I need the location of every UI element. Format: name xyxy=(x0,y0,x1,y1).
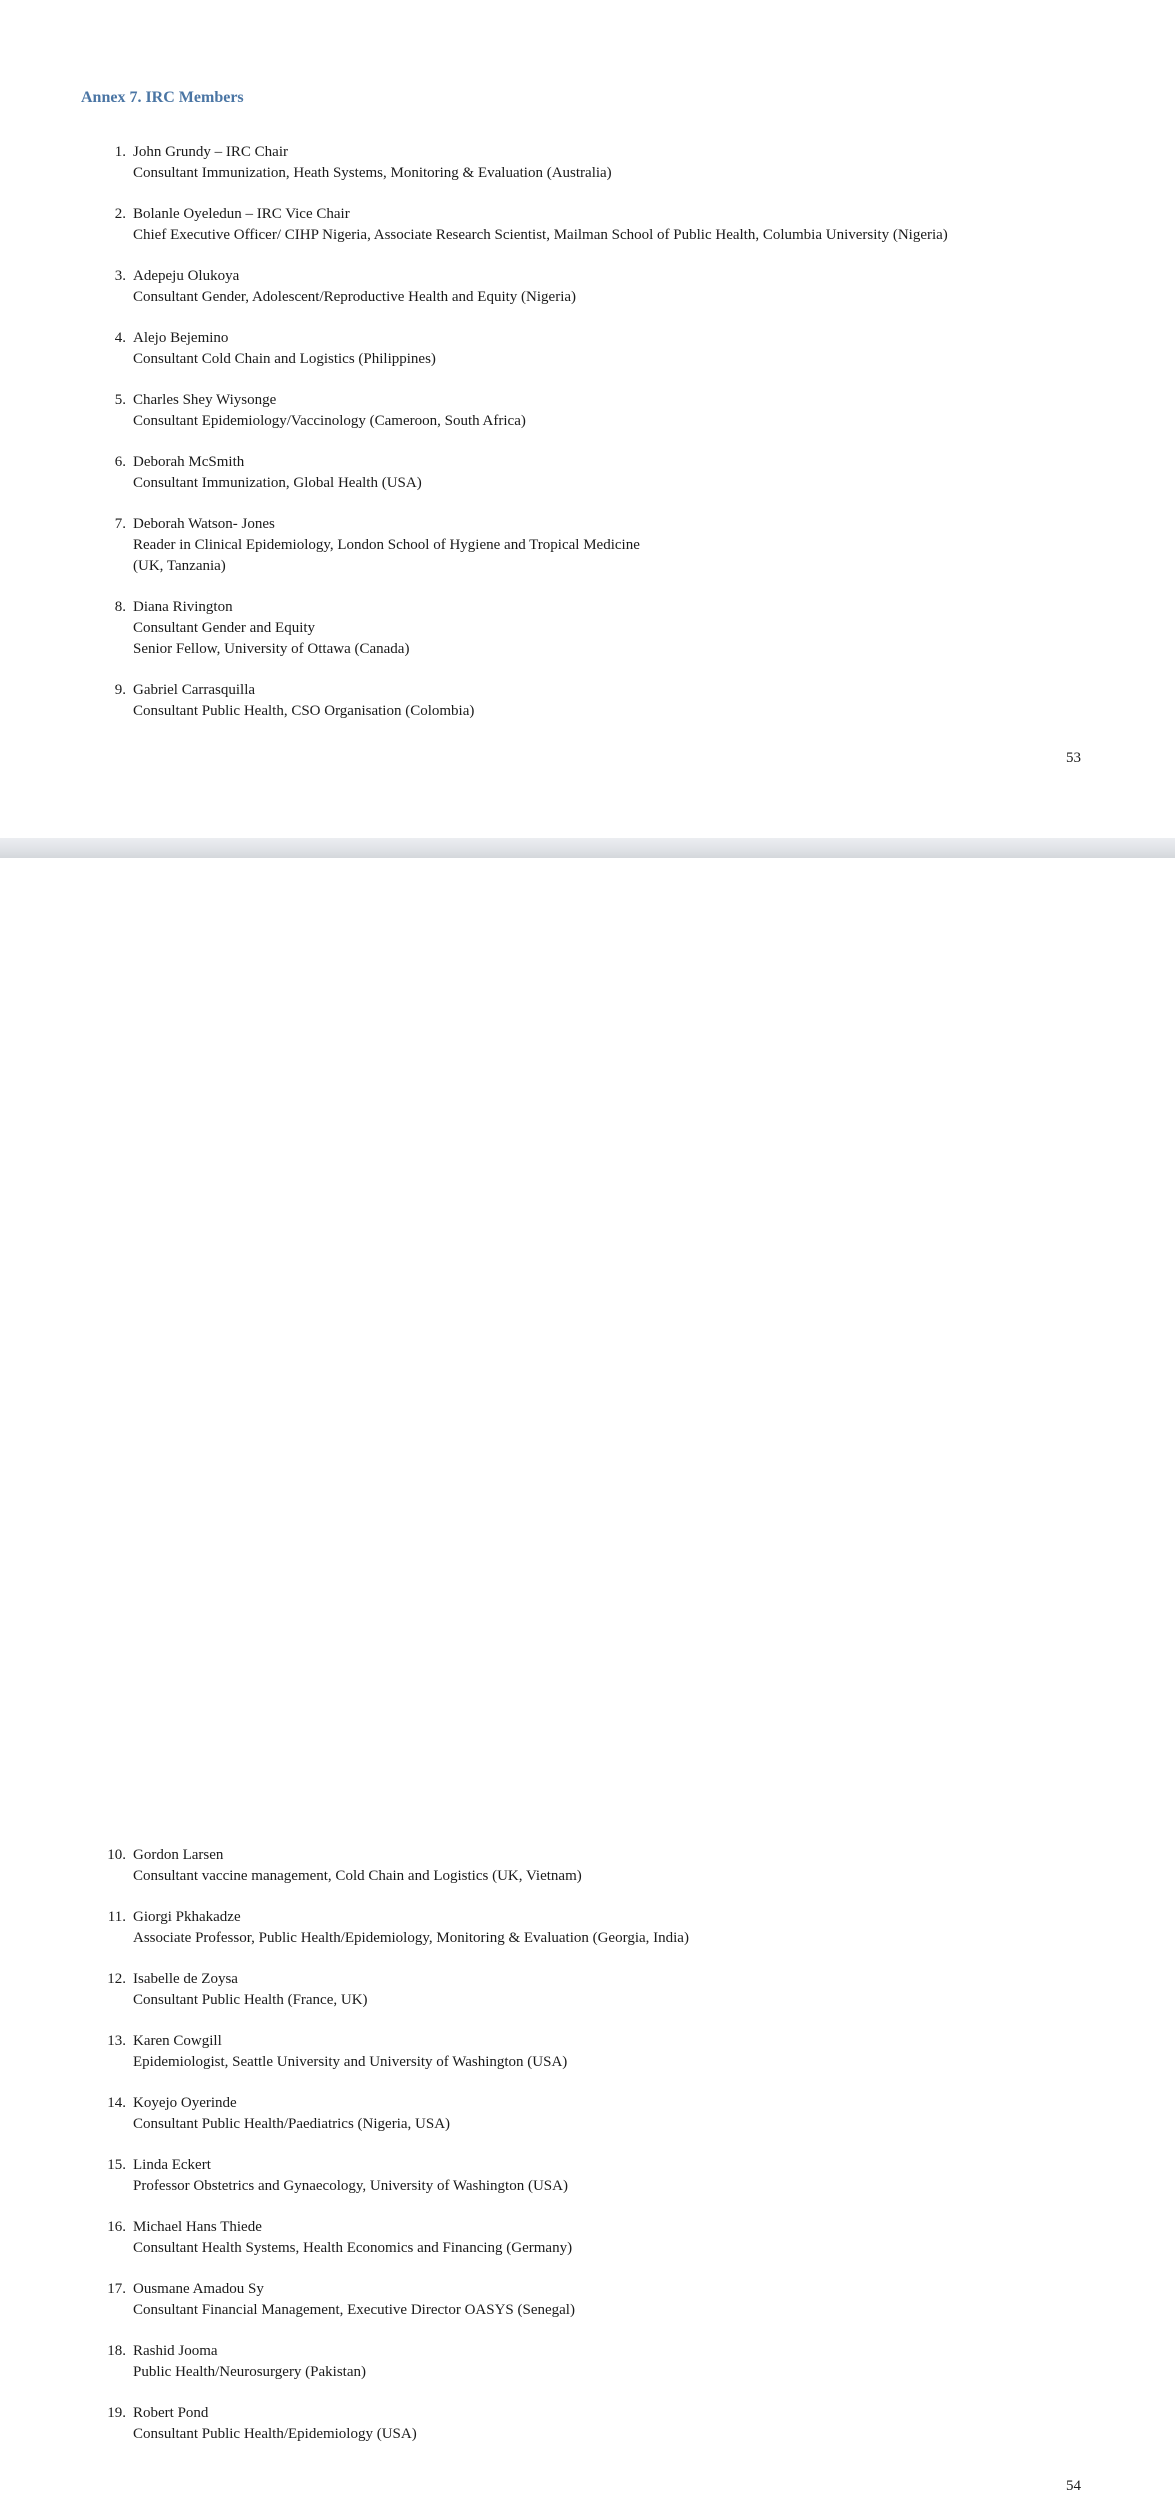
member-name: Bolanle Oyeledun – IRC Vice Chair xyxy=(133,206,350,222)
member-number: 5. xyxy=(114,392,126,408)
member-number: 17. xyxy=(107,2281,126,2297)
member-item xyxy=(96,1845,689,1887)
member-item xyxy=(96,2341,689,2383)
member-item xyxy=(96,680,948,722)
member-item xyxy=(96,2031,689,2073)
member-item xyxy=(96,2403,689,2445)
member-description: Public Health/Neurosurgery (Pakistan) xyxy=(133,2364,367,2380)
member-name: Rashid Jooma xyxy=(133,2343,218,2359)
member-item xyxy=(96,2279,689,2321)
member-description: Epidemiologist, Seattle University and University of Washington (USA) xyxy=(133,2054,568,2070)
member-item xyxy=(96,514,948,577)
member-description: Consultant Financial Management, Executive Director OASYS (Senegal) xyxy=(133,2302,575,2318)
member-name: Ousmane Amadou Sy xyxy=(133,2281,264,2297)
member-description: Consultant Public Health, CSO Organisation (Colombia) xyxy=(133,703,475,719)
member-item xyxy=(96,597,948,660)
member-description: Reader in Clinical Epidemiology, London School of Hygiene and Tropical Medicine xyxy=(133,537,640,553)
member-item xyxy=(96,452,948,494)
member-description: Senior Fellow, University of Ottawa (Canada) xyxy=(133,641,410,657)
annex-title: Annex 7. IRC Members xyxy=(81,89,244,106)
member-item xyxy=(96,142,948,184)
member-name: Deborah McSmith xyxy=(133,454,245,470)
member-description: Consultant Immunization, Heath Systems, Monitoring & Evaluation (Australia) xyxy=(133,165,612,181)
member-number: 12. xyxy=(107,1971,126,1987)
member-name: Charles Shey Wiysonge xyxy=(133,392,277,408)
member-description: Consultant Public Health/Paediatrics (Nigeria, USA) xyxy=(133,2116,451,2132)
page-number: 54 xyxy=(1066,2478,1081,2494)
member-number: 8. xyxy=(114,599,126,615)
member-number: 9. xyxy=(114,682,126,698)
member-number: 19. xyxy=(107,2405,126,2421)
member-name: Gordon Larsen xyxy=(133,1847,224,1863)
page-number: 53 xyxy=(1066,750,1081,766)
document-page-54 xyxy=(0,858,1175,2494)
member-number: 15. xyxy=(107,2157,126,2173)
member-item xyxy=(96,2155,689,2197)
member-name: Gabriel Carrasquilla xyxy=(133,682,256,698)
member-name: Karen Cowgill xyxy=(133,2033,222,2049)
member-number: 7. xyxy=(114,516,126,532)
member-description: Consultant Health Systems, Health Economics and Financing (Germany) xyxy=(133,2240,573,2256)
member-number: 14. xyxy=(107,2095,126,2111)
member-number: 2. xyxy=(114,206,126,222)
member-name: Giorgi Pkhakadze xyxy=(133,1909,241,1925)
member-list xyxy=(96,1845,689,2465)
member-description: Associate Professor, Public Health/Epidemiology, Monitoring & Evaluation (Georgia, India) xyxy=(133,1930,689,1946)
member-description: Consultant Public Health/Epidemiology (USA) xyxy=(133,2426,417,2442)
member-list xyxy=(96,142,948,742)
member-name: John Grundy – IRC Chair xyxy=(133,144,288,160)
member-number: 6. xyxy=(114,454,126,470)
member-number: 3. xyxy=(114,268,126,284)
member-name: Deborah Watson- Jones xyxy=(133,516,275,532)
member-description: Chief Executive Officer/ CIHP Nigeria, Associate Research Scientist, Mailman School of Public Health, Columbia University (Nigeria) xyxy=(133,227,948,243)
member-name: Isabelle de Zoysa xyxy=(133,1971,238,1987)
member-name: Koyejo Oyerinde xyxy=(133,2095,237,2111)
member-description: Professor Obstetrics and Gynaecology, University of Washington (USA) xyxy=(133,2178,568,2194)
member-name: Alejo Bejemino xyxy=(133,330,229,346)
member-number: 10. xyxy=(107,1847,126,1863)
member-description: Consultant Gender, Adolescent/Reproductive Health and Equity (Nigeria) xyxy=(133,289,577,305)
member-description: Consultant Public Health (France, UK) xyxy=(133,1992,368,2008)
member-description: Consultant Immunization, Global Health (USA) xyxy=(133,475,422,491)
member-number: 11. xyxy=(107,1909,126,1925)
member-item xyxy=(96,1969,689,2011)
member-description: Consultant Gender and Equity xyxy=(133,620,316,636)
member-number: 1. xyxy=(114,144,126,160)
member-description: (UK, Tanzania) xyxy=(133,558,226,574)
member-number: 13. xyxy=(107,2033,126,2049)
member-description: Consultant vaccine management, Cold Chain and Logistics (UK, Vietnam) xyxy=(133,1868,582,1884)
member-name: Robert Pond xyxy=(133,2405,209,2421)
member-item xyxy=(96,2093,689,2135)
member-description: Consultant Epidemiology/Vaccinology (Cameroon, South Africa) xyxy=(133,413,526,429)
member-number: 16. xyxy=(107,2219,126,2235)
member-number: 4. xyxy=(114,330,126,346)
member-name: Michael Hans Thiede xyxy=(133,2219,262,2235)
member-item xyxy=(96,328,948,370)
member-item xyxy=(96,2217,689,2259)
member-description: Consultant Cold Chain and Logistics (Philippines) xyxy=(133,351,436,367)
member-name: Diana Rivington xyxy=(133,599,233,615)
member-item xyxy=(96,204,948,246)
member-name: Linda Eckert xyxy=(133,2157,211,2173)
page-separator xyxy=(0,838,1175,860)
member-number: 18. xyxy=(107,2343,126,2359)
document-page-53 xyxy=(0,0,1175,838)
member-item xyxy=(96,266,948,308)
member-item xyxy=(96,1907,689,1949)
member-name: Adepeju Olukoya xyxy=(133,268,240,284)
member-item xyxy=(96,390,948,432)
